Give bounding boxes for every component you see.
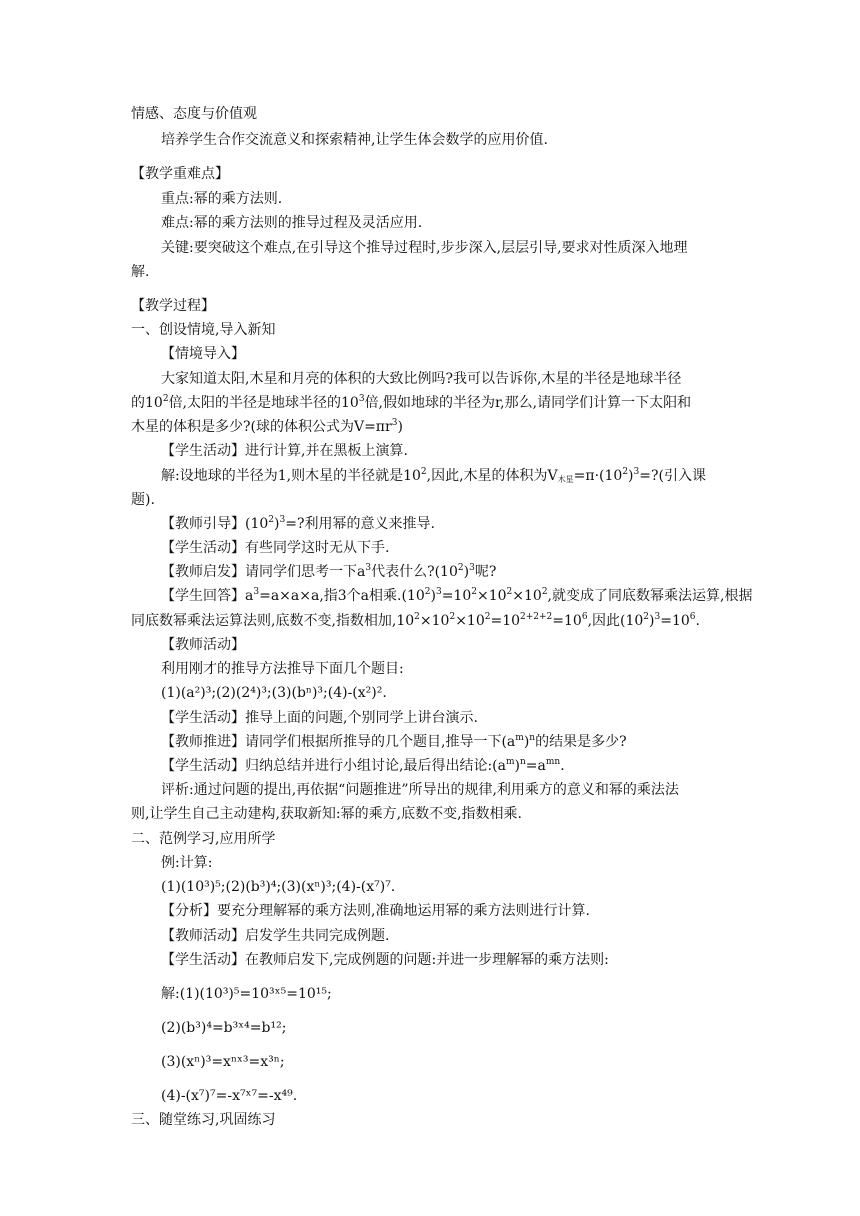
scene-line-3: 木星的体积是多少?(球的体积公式为$V=\pi r^3$) bbox=[131, 418, 403, 435]
teacher-activity-2: 【教师活动】启发学生共同完成例题. bbox=[161, 928, 390, 944]
section-heading-attitude: 情感、态度与价值观 bbox=[131, 106, 257, 122]
solution-4: (4)-(x⁷)⁷=-x⁷ˣ⁷=-x⁴⁹. bbox=[161, 1088, 298, 1104]
derive-problems: (1)(a²)³;(2)(2⁴)³;(3)(bⁿ)³;(4)-(x²)². bbox=[161, 685, 387, 701]
derive-intro: 利用刚才的推导方法推导下面几个题目: bbox=[161, 661, 404, 677]
scene-line-2: 的$10^2$倍,太阳的半径是地球半径的$10^3$倍,假如地球的半径为r,那么,请同学们计算一下太阳和 bbox=[131, 394, 692, 411]
student-answer-line-2: 同底数幂乘法运算法则,底数不变,指数相加$,10^2\times 10^2\times 10^2=10^{2+2+2}=10^6$,因此$(10^2)^3=10^6$. bbox=[131, 612, 700, 629]
student-conclusion: 【学生活动】归纳总结并进行小组讨论,最后得出结论$:(a^m)^n=a^{mn}$. bbox=[161, 757, 565, 774]
teacher-push: 【教师推进】请同学们根据所推导的几个题目,推导一下$(a^m)^n$的结果是多少? bbox=[161, 733, 627, 750]
example-items: (1)(10³)⁵;(2)(b³)⁴;(3)(xⁿ)³;(4)-(x⁷)⁷. bbox=[161, 879, 396, 895]
student-answer-line-1: 【学生回答】$a^3=a\times a\times a$,指3个a相乘$.(10^2)^3=10^2\times 10^2\times 10^2$,就变成了同底数幂乘法运算,根据 bbox=[161, 587, 753, 604]
solution-1: 解:(1)(10³)⁵=10³ˣ⁵=10¹⁵; bbox=[161, 986, 332, 1002]
teacher-guide: 【教师引导】$(10^2)^3=$?利用幂的意义来推导. bbox=[161, 515, 435, 532]
focus-line: 重点:幂的乘方法则. bbox=[161, 191, 283, 207]
key-line-2: 解. bbox=[131, 264, 150, 280]
scene-line-1: 大家知道太阳,木星和月亮的体积的大致比例吗?我可以告诉你,木星的半径是地球半径 bbox=[161, 371, 682, 387]
heading-key-points: 【教学重难点】 bbox=[131, 166, 229, 182]
solution-line-1: 解:设地球的半径为1,则木星的半径就是$10^2$,因此,木星的体积为$V_{木星}=\pi\cdot(10^2)^3=$?(引入课 bbox=[161, 467, 706, 484]
student-activity-1: 【学生活动】进行计算,并在黑板上演算. bbox=[161, 443, 408, 459]
solution-2: (2)(b³)⁴=b³ˣ⁴=b¹²; bbox=[161, 1020, 287, 1036]
heading-teaching-process: 【教学过程】 bbox=[131, 298, 215, 314]
example-label: 例:计算: bbox=[161, 855, 213, 871]
difficulty-line: 难点:幂的乘方法则的推导过程及灵活应用. bbox=[161, 215, 423, 231]
student-activity-4: 【学生活动】在教师启发下,完成例题的问题:并进一步理解幂的乘方法则: bbox=[161, 952, 609, 968]
comment-line-2: 则,让学生自己主动建构,获取新知:幂的乘方,底数不变,指数相乘. bbox=[131, 806, 522, 822]
student-activity-3: 【学生活动】推导上面的问题,个别同学上讲台演示. bbox=[161, 710, 478, 726]
teacher-inspire: 【教师启发】请同学们思考一下$a^3$代表什么$?(10^2)^3$呢? bbox=[161, 563, 497, 580]
solution-line-2: 题). bbox=[131, 492, 155, 508]
solution-3: (3)(xⁿ)³=xⁿˣ³=x³ⁿ; bbox=[161, 1054, 285, 1070]
teacher-activity-label: 【教师活动】 bbox=[161, 637, 245, 653]
part2-title: 二、范例学习,应用所学 bbox=[131, 831, 276, 847]
key-line-1: 关键:要突破这个难点,在引导这个推导过程时,步步深入,层层引导,要求对性质深入地理 bbox=[161, 240, 688, 256]
student-activity-2: 【学生活动】有些同学这时无从下手. bbox=[161, 540, 390, 556]
part1-title: 一、创设情境,导入新知 bbox=[131, 322, 276, 338]
scene-label: 【情境导入】 bbox=[161, 346, 245, 362]
comment-line-1: 评析:通过问题的提出,再依据“问题推进”所导出的规律,利用乘方的意义和幂的乘法法 bbox=[161, 782, 679, 798]
paragraph-attitude: 培养学生合作交流意义和探索精神,让学生体会数学的应用价值. bbox=[161, 132, 548, 148]
analysis-line: 【分析】要充分理解幂的乘方法则,准确地运用幂的乘方法则进行计算. bbox=[161, 903, 590, 919]
part3-title: 三、随堂练习,巩固练习 bbox=[131, 1112, 276, 1128]
